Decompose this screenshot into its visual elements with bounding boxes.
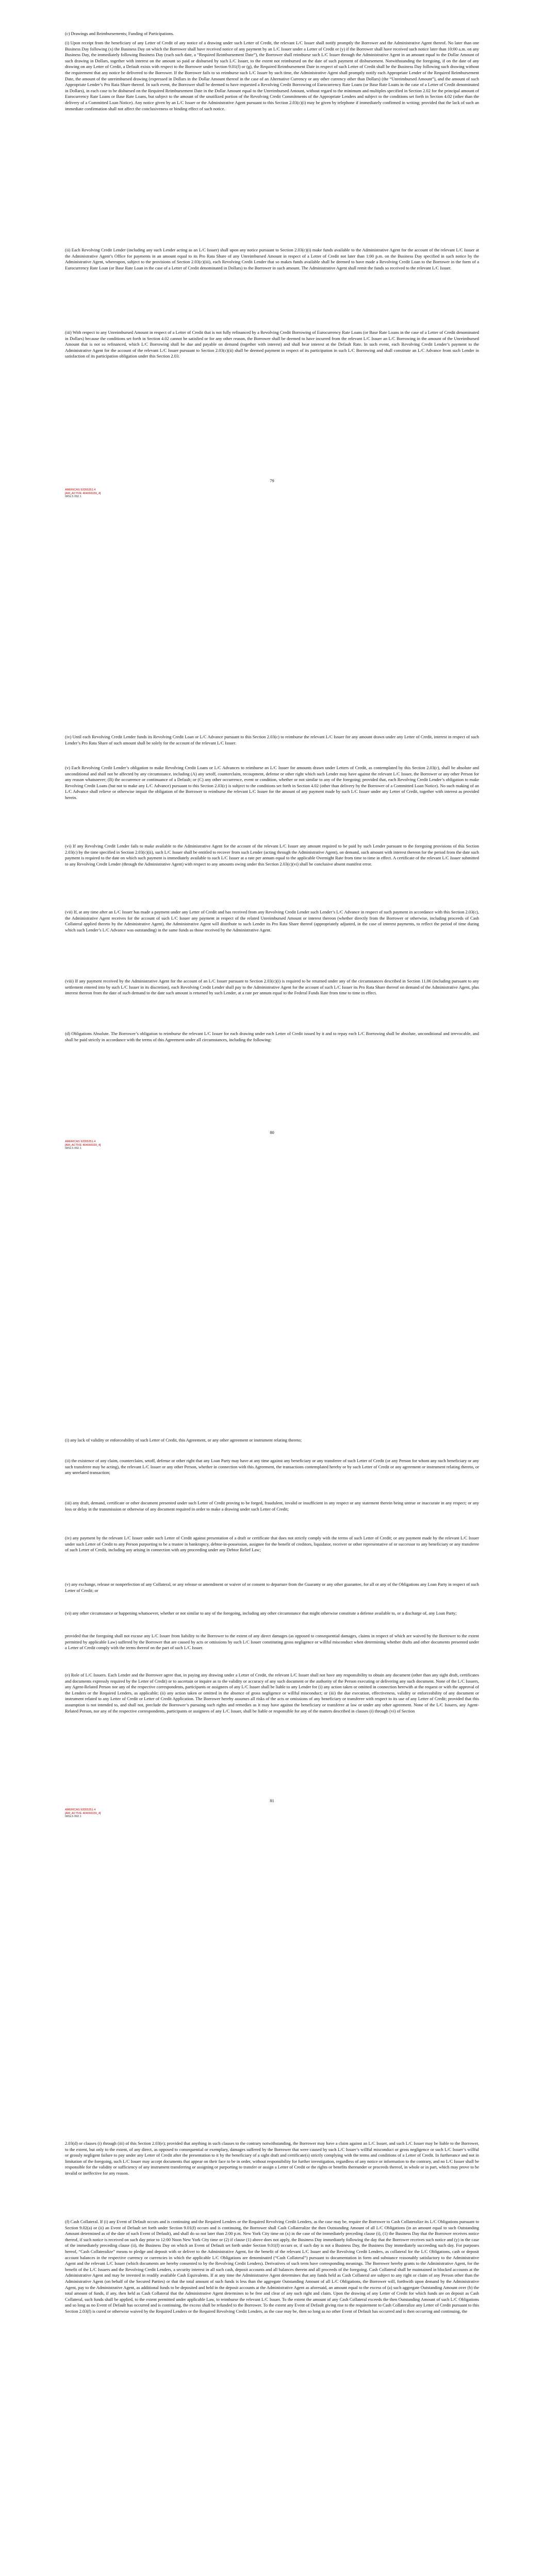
page-81 (0, 1406, 544, 2110)
page-footer (65, 1808, 101, 1819)
page-80 (0, 703, 544, 1406)
page-footer (65, 1140, 101, 1150)
page-number: 80 (270, 1130, 274, 1135)
paragraph-d-i: (i) any lack of validity or enforceability of such Letter of Credit, this Agreement, or any other agreement or instrument relating thereto; (65, 1437, 302, 1443)
paragraph-d-obligations-absolute: (d) Obligations Absolute. The Borrower’s obligation to reimburse the relevant L/C Issuer for each drawing under each Letter of Credit issued by it and to repay each L/C Borrowing shall be absolute, unconditional and irrevocable, and shall be paid strictly in accordance with the terms of this Agreement under all circumstances, including the following: (65, 1031, 479, 1042)
paragraph-d-iii: (iii) any draft, demand, certificate or other document presented under such Letter of Credit proving to be forged, fraudulent, invalid or insufficient in any respect or any statement therein being untrue or inaccurate in any respect; or any loss or delay in the transmission or otherwise of any document required in order to make a drawing under such Letter of Credit; (65, 1500, 479, 1512)
paragraph-c-iii: (iii) With respect to any Unreimbursed Amount in respect of a Letter of Credit that is not fully refinanced by a Revolving Credit Borrowing of Eurocurrency Rate Loans (or Base Rate Loans in the case of a Letter of Credit denominated in Dollars) because the conditions set forth in Section 4.02 cannot be satisfied or for any other reason, the Borrower shall be deemed to have incurred from the relevant L/C Issuer an L/C Borrowing in the amount of the Unreimbursed Amount that is not so refinanced, which L/C Borrowing shall be due and payable on demand (together with interest) and shall bear interest at the Default Rate. In such event, each Revolving Credit Lender’s payment to the Administrative Agent for the account of the relevant L/C Issuer pursuant to Section 2.03(c)(ii) shall be deemed payment in respect of its participation in such L/C Borrowing and shall constitute an L/C Advance from such Lender in satisfaction of its participation obligation under this Section 2.03. (65, 330, 479, 359)
footer-line-3: IMSLS 092.1 (65, 495, 81, 498)
paragraph-c-ii: (ii) Each Revolving Credit Lender (including any such Lender acting as an L/C Issuer) shall upon any notice pursuant to Section 2.03(c)(i) make funds available to the Administrative Agent for the account of the relevant L/C Issuer at the Administrative Agent’s Office for payments in an amount equal to its Pro Rata Share of any Unreimbursed Amount in respect of a Letter of Credit not later than 1:00 p.m. on the Business Day specified in such notice by the Administrative Agent, whereupon, subject to the provisions of Section 2.03(c)(iii), each Revolving Credit Lender that so makes funds available shall be deemed to have made a Revolving Credit Loan to the Borrower in the form of a Eurocurrency Rate Loan (or Base Rate Loan in the case of a Letter of Credit denominated in Dollars) to the Borrower in such amount. The Administrative Agent shall remit the funds so received to the relevant L/C Issuer. (65, 247, 479, 270)
paragraph-c-vii: (vii) If, at any time after an L/C Issuer has made a payment under any Letter of Credit and has received from any Revolving Credit Lender such Lender’s L/C Advance in respect of such payment in accordance with this Section 2.03(c), the Administrative Agent receives for the account of such L/C Issuer any payment in respect of the related Unreimbursed Amount or interest thereon (whether directly from the Borrower or otherwise, including proceeds of Cash Collateral applied thereto by the Administrative Agent), the Administrative Agent will distribute to such Lender its Pro Rata Share thereof (appropriately adjusted, in the case of interest payments, to reflect the period of time during which such Lender’s L/C Advance was outstanding) in the same funds as those received by the Administrative Agent. (65, 909, 479, 933)
paragraph-d-vi: (vi) any other circumstance or happening whatsoever, whether or not similar to any of the foregoing, including any other circumstance that might otherwise constitute a defense available to, or a discharge of, any Loan Party; (65, 1611, 457, 1616)
footer-line-2: [AM_ACTIVE 404066039_4] (65, 492, 101, 495)
paragraph-c-viii: (viii) If any payment received by the Administrative Agent for the account of an L/C Issuer pursuant to Section 2.03(c)(i) is required to be returned under any of the circumstances described in Section 11.06 (including pursuant to any settlement entered into by such L/C Issuer in its discretion), each Revolving Credit Lender shall pay to the Administrative Agent for the account of such L/C Issuer its Pro Rata Share thereof on demand of the Administrative Agent, plus interest thereon from the date of such demand to the date such amount is returned by such Lender, at a rate per annum equal to the Federal Funds Rate from time to time in effect. (65, 978, 479, 996)
footer-line-2: [AM_ACTIVE 404066039_4] (65, 1143, 101, 1147)
paragraph-e-continued: 2.03(d) or clauses (i) through (iii) of this Section 2.03(e); provided that anything in such clauses to the contrary notwithstanding, the Borrower may have a claim against an L/C Issuer, and such L/C Issuer may be liable to the Borrower, to the extent, but only to the extent, of any direct, as opposed to consequential or exemplary, damages suffered by the Borrower that were caused by such L/C Issuer’s willful misconduct or gross negligence or such L/C Issuer’s willful or grossly negligent failure to pay under any Letter of Credit after the presentation to it by the beneficiary of a sight draft and certificate(s) strictly complying with the terms and conditions of a Letter of Credit. In furtherance and not in limitation of the foregoing, such L/C Issuer may accept documents that appear on their face to be in order, without responsibility for further investigation, regardless of any notice or information to the contrary, and no L/C Issuer shall be responsible for the validity or sufficiency of any instrument transferring or assigning or purporting to transfer or assign a Letter of Credit or the rights or benefits thereunder or proceeds thereof, in whole or in part, which may prove to be invalid or ineffective for any reason. (65, 2141, 479, 2176)
paragraph-d-iv: (iv) any payment by the relevant L/C Issuer under such Letter of Credit against presentation of a draft or certificate that does not strictly comply with the terms of such Letter of Credit; or any payment made by the relevant L/C Issuer under such Letter of Credit to any Person purporting to be a trustee in bankruptcy, debtor-in-possession, assignee for the benefit of creditors, liquidator, receiver or other representative of or successor to any beneficiary or any transferee of such Letter of Credit, including any arising in connection with any proceeding under any Debtor Relief Law; (65, 1535, 479, 1553)
paragraph-c-v: (v) Each Revolving Credit Lender’s obligation to make Revolving Credit Loans or L/C Advances to reimburse an L/C Issuer for amounts drawn under Letters of Credit, as contemplated by this Section 2.03(c), shall be absolute and unconditional and shall not be affected by any circumstance, including (A) any setoff, counterclaim, recoupment, defense or other right which such Lender may have against the relevant L/C Issuer, the Borrower or any other Person for any reason whatsoever; (B) the occurrence or continuance of a Default; or (C) any other occurrence, event or condition, whether or not similar to any of the foregoing; provided that, each Revolving Credit Lender’s obligation to make Revolving Credit Loans (but not to make any L/C Advance) pursuant to this Section 2.03(c) is subject to the conditions set forth in Section 4.02 (other than delivery by the Borrower of a Committed Loan Notice). No such making of an L/C Advance shall relieve or otherwise impair the obligation of the Borrower to reimburse the relevant L/C Issuer for the amount of any payment made by such L/C Issuer under any Letter of Credit, together with interest as provided herein. (65, 765, 479, 800)
paragraph-e-role-of-lc-issuers: (e) Role of L/C Issuers. Each Lender and the Borrower agree that, in paying any drawing under a Letter of Credit, the relevant L/C Issuer shall not have any responsibility to obtain any document (other than any sight draft, certificates and documents expressly required by the Letter of Credit) or to ascertain or inquire as to the validity or accuracy of any such document or the authority of the Person executing or delivering any such document. None of the L/C Issuers, any Agent-Related Person nor any of the respective correspondents, participants or assignees of any L/C Issuer shall be liable to any Lender for (i) any action taken or omitted in connection herewith at the request or with the approval of the Lenders or the Required Lenders, as applicable; (ii) any action taken or omitted in the absence of gross negligence or willful misconduct; or (iii) the due execution, effectiveness, validity or enforceability of any document or instrument related to any Letter of Credit or Letter of Credit Application. The Borrower hereby assumes all risks of the acts or omissions of any beneficiary or transferee with respect to its use of any Letter of Credit; provided that this assumption is not intended to, and shall not, preclude the Borrower’s pursuing such rights and remedies as it may have against the beneficiary or transferee at law or under any other agreement. None of the L/C Issuers, any Agent-Related Person, nor any of the respective correspondents, participants or assignees of any L/C Issuer, shall be liable or responsible for any of the matters described in clauses (i) through (vi) of Section (65, 1672, 479, 1714)
paragraph-c-iv: (iv) Until each Revolving Credit Lender funds its Revolving Credit Loan or L/C Advance pursuant to this Section 2.03(c) to reimburse the relevant L/C Issuer for any amount drawn under any Letter of Credit, interest in respect of such Lender’s Pro Rata Share of such amount shall be solely for the account of the relevant L/C Issuer. (65, 734, 479, 745)
page-79 (0, 0, 544, 703)
paragraph-d-v: (v) any exchange, release or nonperfection of any Collateral, or any release or amendment or waiver of or consent to departure from the Guaranty or any other guarantee, for all or any of the Obligations any Loan Party in respect of such Letter of Credit; or (65, 1582, 479, 1593)
paragraph-d-ii: (ii) the existence of any claim, counterclaim, setoff, defense or other right that any Loan Party may have at any time against any beneficiary or any transferee of such Letter of Credit (or any Person for whom any such beneficiary or any such transferee may be acting), the relevant L/C Issuer or any other Person, whether in connection with this Agreement, the transactions contemplated hereby or by such Letter of Credit or any agreement or instrument relating thereto, or any unrelated transaction; (65, 1458, 479, 1476)
footer-line-3: IMSLS 092.1 (65, 1147, 81, 1150)
page-82 (0, 2110, 544, 2576)
footer-line-1: AMERICAS 92055351.4 (65, 488, 96, 492)
page-number: 79 (270, 478, 274, 483)
page-number: 81 (270, 1798, 274, 1803)
footer-line-2: [AM_ACTIVE 404066039_4] (65, 1811, 101, 1815)
paragraph-proviso: provided that the foregoing shall not excuse any L/C Issuer from liability to the Borrower to the extent of any direct damages (as opposed to consequential damages, claims in respect of which are waived by the Borrower to the extent permitted by applicable Law) suffered by the Borrower that are caused by acts or omissions by such L/C Issuer constituting gross negligence or willful misconduct when determining whether drafts and other documents presented under a Letter of Credit comply with the terms thereof on the part of such L/C Issuer. (65, 1633, 479, 1651)
paragraph-f-cash-collateral: (f) Cash Collateral. If (i) any Event of Default occurs and is continuing and the Required Lenders or the Required Revolving Credit Lenders, as the case may be, require the Borrower to Cash Collateralize its L/C Obligations pursuant to Section 9.02(a) or (ii) an Event of Default set forth under Section 9.01(f) occurs and is continuing, the Borrower shall Cash Collateralize the then Outstanding Amount of all L/C Obligations (in an amount equal to such Outstanding Amount determined as of the date of such Event of Default), and shall do so not later than 2:00 p.m. New York City time on (x) in the case of the immediately preceding clause (i), (1) the Business Day that the Borrower receives notice thereof, if such notice is received on such day prior to 12:00 Noon New York City time or (2) if clause (1) above does not apply, the Business Day immediately following the day that the Borrower receives such notice and (y) in the case of the immediately preceding clause (ii), the Business Day on which an Event of Default set forth under Section 9.01(f) occurs or, if such day is not a Business Day, the Business Day immediately succeeding such day. For purposes hereof, “Cash Collateralize” means to pledge and deposit with or deliver to the Administrative Agent, for the benefit of the relevant L/C Issuer and the Revolving Credit Lenders, as collateral for the L/C Obligations, cash or deposit account balances in the respective currency or currencies in which the applicable L/C Obligations are denominated (“Cash Collateral”) pursuant to documentation in form and substance reasonably satisfactory to the Administrative Agent and the relevant L/C Issuer (which documents are hereby consented to by the Revolving Credit Lenders). Derivatives of such term have corresponding meanings. The Borrower hereby grants to the Administrative Agent, for the benefit of the L/C Issuers and the Revolving Credit Lenders, a security interest in all such cash, deposit accounts and all balances therein and all proceeds of the foregoing. Cash Collateral shall be maintained in blocked accounts at the Administrative Agent and may be invested in readily available Cash Equivalents. If at any time the Administrative Agent determines that any funds held as Cash Collateral are subject to any right or claim of any Person other than the Administrative Agent (on behalf of the Secured Parties) or that the total amount of such funds is less than the aggregate Outstanding Amount of all L/C Obligations, the Borrower will, forthwith upon demand by the Administrative Agent, pay to the Administrative Agent, as additional funds to be deposited and held in the deposit accounts at the Administrative Agent as aforesaid, an amount equal to the excess of (a) such aggregate Outstanding Amount over (b) the total amount of funds, if any, then held as Cash Collateral that the Administrative Agent determines to be free and clear of any such right and claim. Upon the drawing of any Letter of Credit for which funds are on deposit as Cash Collateral, such funds shall be applied, to the extent permitted under applicable Law, to reimburse the relevant L/C Issuer. To the extent the amount of any Cash Collateral exceeds the then Outstanding Amount of such L/C Obligations and so long as no Event of Default has occurred and is continuing, the excess shall be refunded to the Borrower. To the extent any Event of Default giving rise to the requirement to Cash Collateralize any Letter of Credit pursuant to this Section 2.03(f) is cured or otherwise waived by the Required Lenders or the Required Revolving Credit Lenders, as the case may be, then so long as no other Event of Default has occurred and is then occurring and continuing, the (65, 2219, 479, 2314)
footer-line-1: AMERICAS 92055351.4 (65, 1808, 96, 1811)
page-footer (65, 488, 101, 499)
footer-line-3: IMSLS 092.1 (65, 1815, 81, 1818)
footer-line-1: AMERICAS 92055351.4 (65, 1140, 96, 1143)
paragraph-c-i: (i) Upon receipt from the beneficiary of any Letter of Credit of any notice of a drawing under such Letter of Credit, the relevant L/C Issuer shall notify promptly the Borrower and the Administrative Agent thereof. No later than one Business Day following (x) the Business Day on which the Borrower shall have received notice of any payment by an L/C Issuer under a Letter of Credit or (y) if the Borrower shall have received such notice later than 10:00 a.m. on any Business Day, the immediately following Business Day (each such date, a “Required Reimbursement Date”), the Borrower shall reimburse such L/C Issuer through the Administrative Agent in an amount equal to the Dollar Amount of such drawing in Dollars, together with interest on the amount so paid or disbursed by such L/C Issuer, to the extent not reimbursed on the date of such payment of disbursement. Notwithstanding the foregoing, if on the date of any drawing on any Letter of Credit, a Default exists with respect to the Borrower under Section 9.01(f) or (g), the Required Reimbursement Date in respect of such Letter of Credit shall be the Business Day following such drawing without the requirement that any notice be delivered to the Borrower. If the Borrower fails to so reimburse such L/C Issuer by such time, the Administrative Agent shall promptly notify each Appropriate Lender of the Required Reimbursement Date, the amount of the unreimbursed drawing (expressed in Dollars in the Dollar Amount thereof in the case of an Alternative Currency or any other currency other than Dollars) (the “Unreimbursed Amount”), and the amount of such Appropriate Lender’s Pro Rata Share thereof. In such event, the Borrower shall be deemed to have requested a Revolving Credit Borrowing of Eurocurrency Rate Loans (or Base Rate Loans in the case of a Letter of Credit denominated in Dollars), in each case to be disbursed on the Required Reimbursement Date in the Dollar Amount equal to the Unreimbursed Amount, without regard to the minimum and multiples specified in Section 2.02 for the principal amount of Eurocurrency Rate Loans or Base Rate Loans, but subject to the amount of the unutilized portion of the Revolving Credit Commitments of the Appropriate Lenders and subject to the conditions set forth in Section 4.02 (other than the delivery of a Committed Loan Notice). Any notice given by an L/C Issuer or the Administrative Agent pursuant to this Section 2.03(c)(i) may be given by telephone if immediately confirmed in writing; provided that the lack of such an immediate confirmation shall not affect the conclusiveness or binding effect of such notice. (65, 40, 479, 111)
section-c-heading: (c) Drawings and Reimbursements; Funding of Participations. (65, 31, 174, 36)
paragraph-c-vi: (vi) If any Revolving Credit Lender fails to make available to the Administrative Agent for the account of the relevant L/C Issuer any amount required to be paid by such Lender pursuant to the foregoing provisions of this Section 2.03(c) by the time specified in Section 2.03(c)(ii), such L/C Issuer shall be entitled to recover from such Lender (acting through the Administrative Agent), on demand, such amount with interest thereon for the period from the date such payment is required to the date on which such payment is immediately available to such L/C Issuer at a rate per annum equal to the applicable Overnight Rate from time to time in effect. A certificate of the relevant L/C Issuer submitted to any Revolving Credit Lender (through the Administrative Agent) with respect to any amounts owing under this Section 2.03(c)(vi) shall be conclusive absent manifest error. (65, 843, 479, 867)
